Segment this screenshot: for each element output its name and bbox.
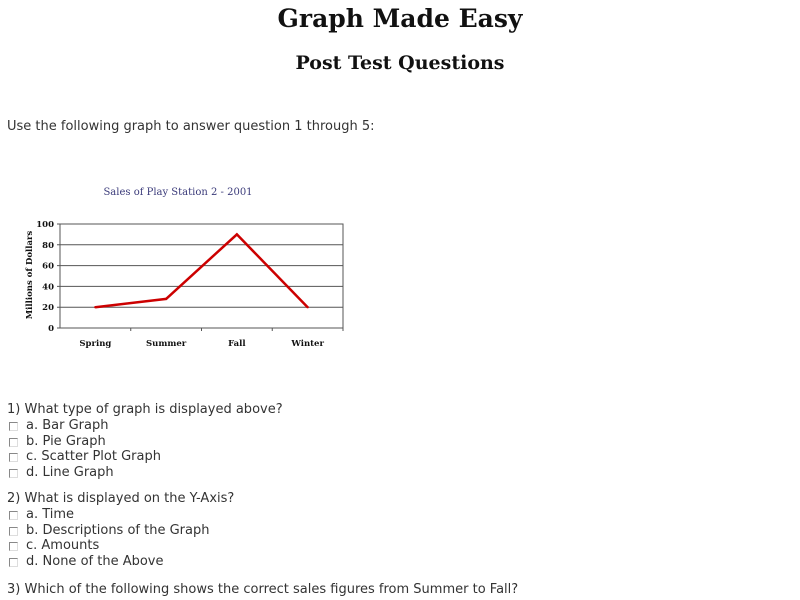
option-label: a. Time — [26, 507, 75, 522]
page-subtitle: Post Test Questions — [295, 52, 505, 74]
option-label: d. Line Graph — [26, 465, 114, 481]
x-tick-label: Winter — [291, 339, 324, 349]
option-label: d. None of the Above — [26, 554, 164, 570]
chart-grid — [57, 224, 343, 331]
y-axis-label: Millions of Dollars — [25, 230, 35, 320]
y-tick-label: 20 — [42, 303, 54, 314]
question-2-option[interactable] — [9, 507, 74, 522]
data-point — [94, 306, 96, 308]
option-checkbox[interactable] — [9, 469, 18, 478]
y-tick-label: 60 — [42, 261, 54, 272]
page-title: Graph Made Easy — [277, 4, 523, 33]
option-label: c. Scatter Plot Graph — [26, 449, 161, 465]
option-checkbox[interactable] — [9, 511, 18, 520]
question-2-option[interactable] — [9, 554, 163, 569]
x-tick-label: Fall — [228, 339, 246, 349]
x-tick-labels — [79, 339, 324, 349]
data-point — [165, 298, 167, 300]
option-checkbox[interactable] — [9, 438, 18, 447]
question-2-option[interactable] — [9, 523, 209, 538]
chart-title: Sales of Play Station 2 - 2001 — [103, 187, 253, 198]
y-tick-label: 100 — [36, 220, 54, 230]
sales-line-chart — [0, 180, 360, 355]
y-tick-label: 0 — [48, 324, 54, 334]
question-1-option[interactable] — [9, 449, 161, 464]
y-tick-label: 80 — [42, 240, 54, 251]
question-1-option[interactable] — [9, 418, 108, 433]
question-1-option[interactable] — [9, 434, 106, 449]
option-checkbox[interactable] — [9, 527, 18, 536]
question-1-text: 1) What type of graph is displayed above? — [7, 402, 283, 417]
question-2-option[interactable] — [9, 538, 99, 553]
y-tick-label: 40 — [42, 282, 54, 293]
intro-text: Use the following graph to answer question 1 through 5: — [7, 119, 375, 134]
plot-frame — [60, 224, 343, 328]
option-checkbox[interactable] — [9, 422, 18, 431]
y-tick-labels — [36, 220, 54, 334]
option-label: a. Bar Graph — [26, 418, 109, 433]
x-tick-label: Spring — [79, 339, 112, 349]
option-label: b. Descriptions of the Graph — [26, 522, 210, 538]
option-label: c. Amounts — [26, 538, 100, 554]
question-1-option[interactable] — [9, 465, 114, 480]
option-checkbox[interactable] — [9, 453, 18, 462]
sales-series-line — [95, 234, 307, 307]
option-checkbox[interactable] — [9, 542, 18, 551]
x-tick-label: Summer — [146, 339, 187, 349]
option-checkbox[interactable] — [9, 558, 18, 567]
question-2-text: 2) What is displayed on the Y-Axis? — [7, 491, 235, 506]
data-point — [306, 306, 308, 308]
question-3-text: 3) Which of the following shows the correct sales figures from Summer to Fall? — [7, 582, 519, 597]
option-label: b. Pie Graph — [26, 433, 106, 449]
data-point — [236, 233, 238, 235]
